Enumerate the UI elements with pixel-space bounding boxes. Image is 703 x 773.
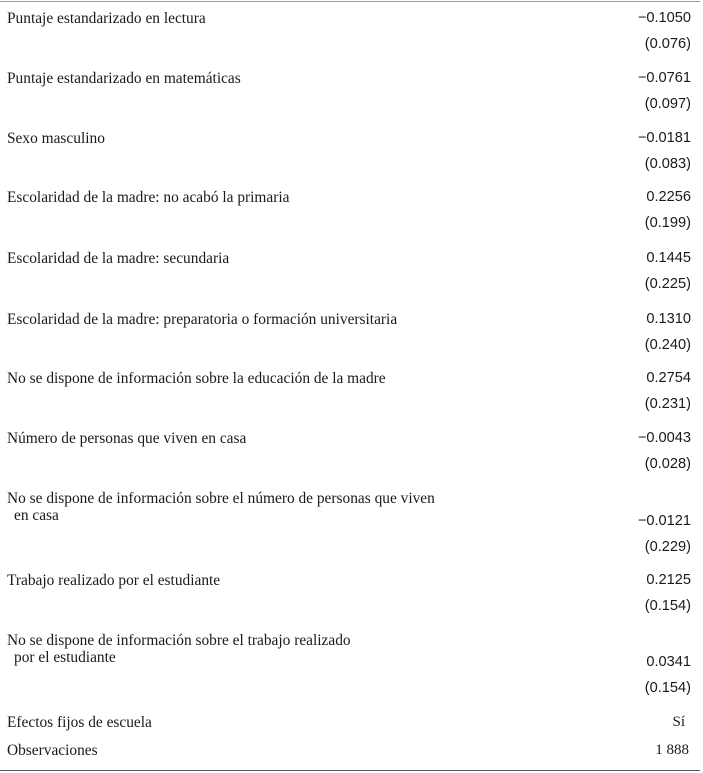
row-coefficient: 0.2754 bbox=[646, 370, 691, 386]
row-coefficient: 0.0341 bbox=[646, 654, 691, 670]
row-label: Escolaridad de la madre: preparatoria o formación universitaria bbox=[7, 311, 398, 328]
row-coefficient: 0.2125 bbox=[646, 572, 691, 588]
row-label: No se dispone de información sobre el número de personas que viven en casa bbox=[7, 490, 435, 524]
row-label: Sexo masculino bbox=[7, 130, 105, 147]
row-standard-error: (0.229) bbox=[644, 539, 691, 555]
row-coefficient: −0.0121 bbox=[637, 513, 691, 529]
top-rule bbox=[0, 1, 700, 2]
observations-value: 1 888 bbox=[655, 742, 689, 758]
row-coefficient: 0.1445 bbox=[646, 250, 691, 266]
row-coefficient: −0.1050 bbox=[637, 10, 691, 26]
row-standard-error: (0.231) bbox=[644, 396, 691, 412]
row-label: Escolaridad de la madre: secundaria bbox=[7, 250, 230, 267]
row-standard-error: (0.225) bbox=[644, 276, 691, 292]
row-coefficient: −0.0043 bbox=[637, 430, 691, 446]
row-label: Número de personas que viven en casa bbox=[7, 430, 247, 447]
row-standard-error: (0.154) bbox=[644, 680, 691, 696]
row-label: Escolaridad de la madre: no acabó la primaria bbox=[7, 189, 290, 206]
observations-label: Observaciones bbox=[7, 742, 98, 759]
row-label: No se dispone de información sobre la educación de la madre bbox=[7, 370, 386, 387]
row-label: No se dispone de información sobre el trabajo realizado por el estudiante bbox=[7, 632, 351, 666]
row-standard-error: (0.154) bbox=[644, 598, 691, 614]
row-coefficient: 0.2256 bbox=[646, 189, 691, 205]
row-label: Puntaje estandarizado en lectura bbox=[7, 10, 206, 27]
row-label: Trabajo realizado por el estudiante bbox=[7, 572, 221, 589]
row-coefficient: −0.0181 bbox=[637, 130, 691, 146]
fixed-effects-label: Efectos fijos de escuela bbox=[7, 714, 152, 731]
row-label: Puntaje estandarizado en matemáticas bbox=[7, 70, 241, 87]
row-standard-error: (0.199) bbox=[644, 215, 691, 231]
row-standard-error: (0.097) bbox=[644, 96, 691, 112]
fixed-effects-value: Sí bbox=[672, 714, 685, 730]
row-coefficient: −0.0761 bbox=[637, 70, 691, 86]
row-label-continuation: en casa bbox=[14, 507, 59, 524]
row-label-continuation: por el estudiante bbox=[14, 649, 116, 666]
row-standard-error: (0.028) bbox=[644, 456, 691, 472]
bottom-rule bbox=[0, 770, 700, 771]
row-standard-error: (0.076) bbox=[644, 36, 691, 52]
row-standard-error: (0.083) bbox=[644, 156, 691, 172]
row-standard-error: (0.240) bbox=[644, 337, 691, 353]
row-coefficient: 0.1310 bbox=[646, 311, 691, 327]
